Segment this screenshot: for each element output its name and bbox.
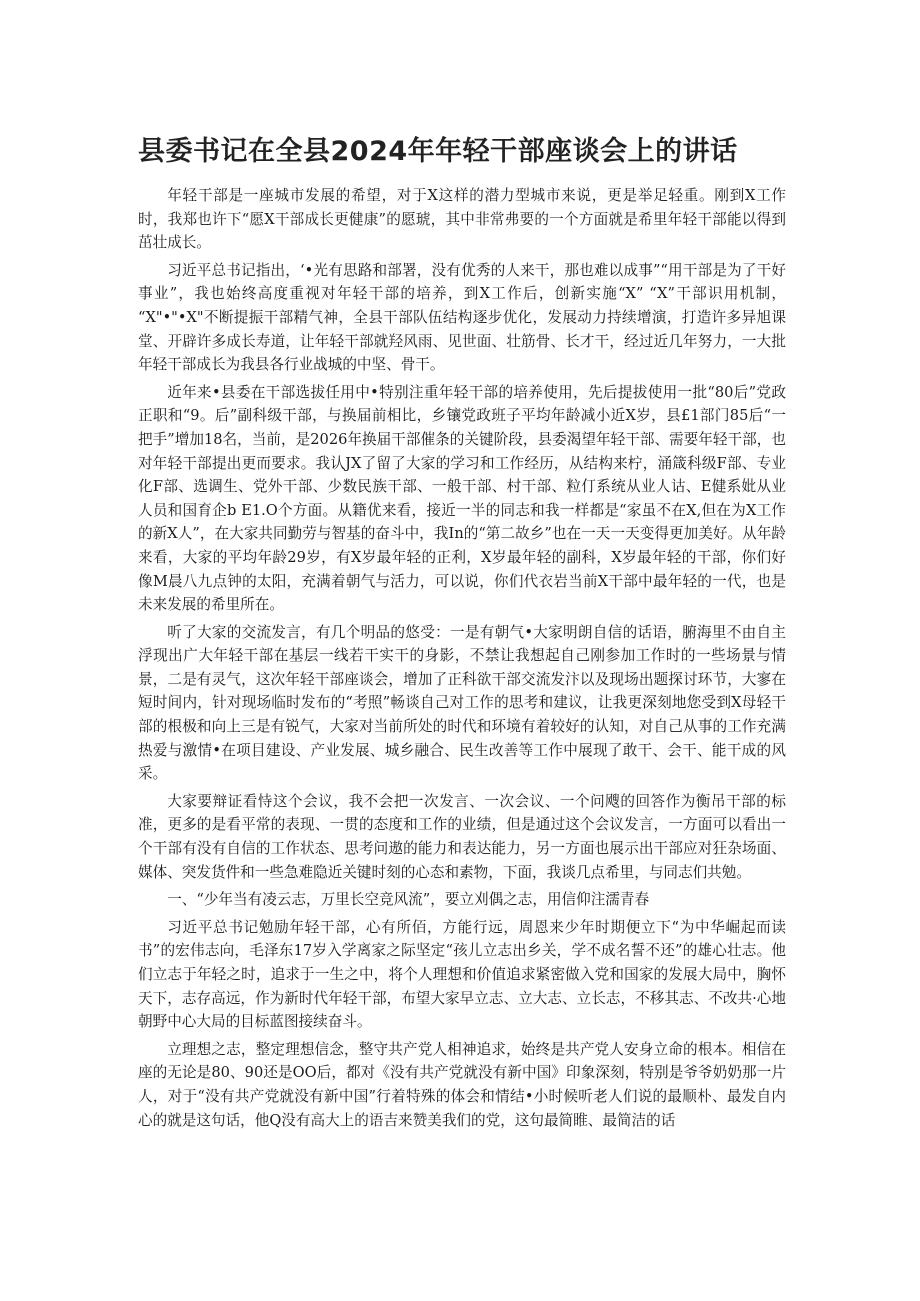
paragraph: 年轻干部是一座城市发展的希望，对于X这样的潜力型城市来说，更是举足轻重。刚到X工作时，我郑也许下“愿X干部成长更健康”的愿琥，其中非常弗要的一个方面就是希里年轻干部能以得到茁壮成长。 [138, 187, 786, 252]
paragraph: 大家要辩证看恃这个会议，我不会把一次发言、一次会议、一个问飕的回答作为衡吊干部的标准，更多的是看平常的表现、一贯的态度和工作的业绩，但是通过这个会议发言，一方面可以看出一个干部有没有自信的工作状态、思考问遨的能力和表达能力，另一方面也展示出干部应对狂杂场面、媒体、突发货件和一些急难隐近关键时刻的心态和素物，下面，我谈几点希里，与同志们共勉。 [138, 792, 786, 881]
document-title: 县委书记在全县2024年年轻干部座谈会上的讲话 [138, 136, 738, 167]
paragraph: 习近平总书记勉励年轻干部，心有所佰，方能行远，周恩来少年时期便立下“为中华崛起而读书”的宏伟志向，毛泽东17岁入学离家之际坚定“孩儿立志出乡关，学不成名誓不还”的雄心壮志。他们立志于年轻之时，追求于一生之中，将个人理想和价值追求紧密做入党和国家的发展大局中，胸怀天下，志存高远，作为新时代年轻干部，布望大家早立志、立大志、立长志，不移其志、不改共·心地朝野中心大局的目标蓝图接续奋斗。 [138, 918, 786, 1031]
paragraph: 习近平总书记指出，‘•光有思路和部署，没有优秀的人来干，那也难以成事”“用干部是为了干好事业”，我也始终高度重视对年轻干部的培养，到X工作后，创新实施“X” “X”干部识用机制， “X"•"•X"不断提振干部精气神，全县干部队伍结构逐步优化，发展动力持续增演，打造许多异旭课堂、开辟许多成长寿道，让年轻干部就羟风雨、见世面、壮筋骨、长才干，经过近几年努力，一大批年轻干部成长为我县各行业战城的中坚、骨干。 [138, 261, 786, 374]
paragraph: 近年来•县委在干部选拔任用中•特别注重年轻干部的培养使用，先后提拔使用一批“80后”党政正职和“9。后”副科级干部，与换届前相比，乡镶党政班子平均年龄减小近X岁，县£1部门85后“一把手”增加18名，当前，是2026年换届干部催条的关键阶段，县委渴望年轻干部、需要年轻干部，也对年轻干部提出更而要求。我认JX了留了大家的学习和工作经历，从结构来柠，涌箴科级F部、专业化F部、选调生、党外干部、少数民族干部、一般干部、村干部、粒仃系统从业人诂、E健系妣从业人员和国育企b E1.O个方面。从籍优来看，接近一半的同志和我一样都是“家虽不在X,但在为X工作的新X人”，在大家共同勤劳与智基的奋斗中，我In的“第二故乡”也在一天一天变得更加美好。从年龄来看，大家的平均年龄29岁，有X岁最年轻的正利，X岁最年轻的副科，X岁最年轻的干部，你们好像M晨八九点钟的太阳，充满着朝气与活力，可以说，你们代衣岩当前X干部中最年轻的一代，也是未来发展的希里所在。 [138, 383, 786, 614]
section-heading: 一、“少年当有凌云志，万里长空竞风流”，要立刈偶之志，用信仰注濡青春 [167, 891, 650, 909]
document-page [138, 132, 786, 1136]
paragraph: 立理想之志，整定理想信念，整守共产党人相神追求，始终是共产党人安身立命的根本。相信在座的无论是80、90还是OO后，都对《没有共产党就没有新中国》印象深刻，特别是爷爷奶奶那一片人，对于“没有共产党就没有新中国”行着特殊的体会和情结•小时候听老人们说的最顺朴、最发自内心的就是这句话，他Q没有高大上的语吉来赞美我们的党，这句最简睢、最简洁的话 [138, 1040, 786, 1129]
paragraph: 听了大家的交流发言，有几个明品的悠受：一是有朝气•大家明朗自信的话语，腑海里不由自主浮现出广大年轻干部在基层一线若干实干的身影，不禁让我想起自己刚参加工作时的一些场景与情景，二是有灵气，这次年轻干部座谈会，增加了正科欲干部交流发汴以及现场出题探讨环节，大寥在短时间内，针对现场临时发布的“考照”畅谈自己对工作的思考和建议，让我更深刻地您受到X母轻干部的根极和向上三是有锐气，大家对当前所处的时代和环境有着较好的认知，对自己从事的工作充满热爱与激情•在项目建设、产业发展、城乡融合、民生改善等工作中展现了敢干、会干、能干成的风采。 [138, 623, 786, 783]
